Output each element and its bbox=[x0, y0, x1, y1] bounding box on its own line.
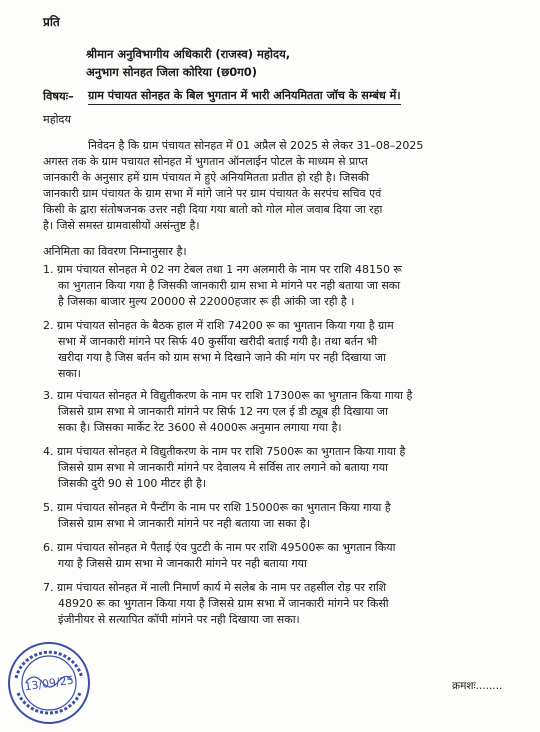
intro-line: जानकारी ग्राम पंचायत के ग्राम सभा में मांगे जाने पर ग्राम पंचायत के सरपंच सचिव एवं bbox=[43, 187, 382, 200]
list-item-line: गया है जिससे ग्राम सभा मे जानकारी मांगने पर नही बताया गया bbox=[58, 557, 307, 570]
list-item-line: 3. ग्राम पंचायत सोनहत मे विद्युतीकरण के नाम पर राशि 17300रू का भुगतान किया गाया है bbox=[43, 389, 413, 402]
intro-line: जानकारी के अनुसार हमें ग्राम पंचायत मे हुऐ अनियमितता प्रतीत हो रही है। जिसकी bbox=[43, 171, 370, 184]
addressee-line-1: श्रीमान अनुविभागीय अधिकारी (राजस्व) महोदय, bbox=[86, 47, 291, 61]
list-item-line: 2. ग्राम पंचायत सोनहत के बैठक हाल में राशि 74200 रू का भुगतान किया गया है ग्राम bbox=[43, 319, 394, 332]
list-heading: अनिमिता का विवरण निम्नानुसार है। bbox=[43, 245, 187, 258]
intro-line: अगस्त तक के ग्राम पचायत सोनहत में भुगतान ऑनलाईन पोटल के माध्यम से प्राप्त bbox=[43, 155, 368, 168]
addressee-line-2: अनुभाग सोनहत जिला कोरिया (छ0ग0) bbox=[86, 65, 257, 79]
salutation: महोदय bbox=[43, 113, 71, 126]
list-item-line: सका है। जिसका मार्केट रेट 3600 से 4000रू अनुमान लगाया गया है। bbox=[58, 421, 342, 434]
list-item-line: जिससे ग्राम सभा मे जानकारी मांगने पर नही बताया जा सका है। bbox=[58, 517, 310, 530]
list-item-line: 4. ग्राम पंचायत सोनहत मे विद्युतीकरण के नाम पर राशि 7500रू का भुगतान किया गाया है bbox=[43, 445, 406, 458]
intro-line: है। जिसे समस्त ग्रामवासीयों असंन्तुष्ट है। bbox=[43, 219, 200, 232]
to-label: प्रति bbox=[43, 15, 60, 29]
list-item-line: जिसकी दुरी 90 से 100 मीटर ही है। bbox=[58, 477, 207, 490]
seal-date: 13/09/25 bbox=[23, 673, 75, 694]
list-item-line: 48920 रू का भुगतान किया गया है जिससे ग्राम सभा में जानकारी मांगने पर किसी bbox=[58, 597, 389, 610]
subject-label: विषयः– bbox=[43, 89, 74, 103]
intro-line: किसी के द्वारा संतोषजनक उत्तर नही दिया गया बातो को गोल मोल जवाब दिया जा रहा bbox=[43, 203, 383, 216]
list-item-line: जिससे ग्राम सभा मे जानकारी मांगने पर देवालय मे सर्विस तार लगाने को बताया गया bbox=[58, 461, 388, 474]
list-item-line: 7. ग्राम पंचायत सोनहत में नाली निमार्ण कार्य मे सलेब के नाम पर तहसील रोड़ पर राशि bbox=[43, 581, 387, 594]
subject-text: ग्राम पंचायत सोनहत के बिल भुगतान में भारी अनियमितता जॉच के सम्बंध में। bbox=[88, 88, 401, 105]
list-item-line: 6. ग्राम पंचायत सोनहत मे पैताई एंव पुटटी के नाम पर राशि 49500रू का भुगतान किया bbox=[43, 541, 396, 554]
list-item-line: है जिसका बाजार मुल्य 20000 से 22000हजार रू ही आंकी जा रही है । bbox=[58, 295, 355, 308]
list-item-line: का भुगतान किया गया है जिसकी जानकारी ग्राम सभा मे मांगने पर नही बताया जा सका bbox=[58, 279, 401, 292]
list-item-line: इंजीनीयर से सत्यापित कॉपी मांगने पर नही दिखाया जा सका। bbox=[58, 613, 300, 626]
list-item-line: जिससे ग्राम सभा मे जानकारी मांगने पर सिर्फ 12 नग एल ई डी ट्यूब ही दिखाया जा bbox=[58, 405, 388, 418]
list-item-line: 5. ग्राम पंचायत सोनहत मे पैन्टींग के नाम पर राशि 15000रू का भुगतान किया गाया है bbox=[43, 501, 391, 514]
list-item-line: खरीदा गया है जिस बर्तन को ग्राम सभा मे दिखाने जाने की मांग पर नही दिखाया जा bbox=[58, 351, 386, 364]
office-seal bbox=[4, 638, 94, 728]
list-item-line: सभा में जानकारी मांगने पर सिर्फ 40 कुर्सीया खरीदी बताई गयी है। तथा बर्तन भी bbox=[58, 335, 378, 348]
list-item-line: 1. ग्राम पंचायत सोनहत मे 02 नग टेबल तथा 1 नग अलमारी के नाम पर राशि 48150 रू bbox=[43, 263, 402, 276]
list-item-line: सका। bbox=[58, 367, 81, 380]
continued-note: क्रमशः........ bbox=[452, 680, 503, 692]
intro-line: निवेदन है कि ग्राम पंचायत सोनहत में 01 अप्रैल से 2025 से लेकर 31–08–2025 bbox=[88, 139, 424, 152]
